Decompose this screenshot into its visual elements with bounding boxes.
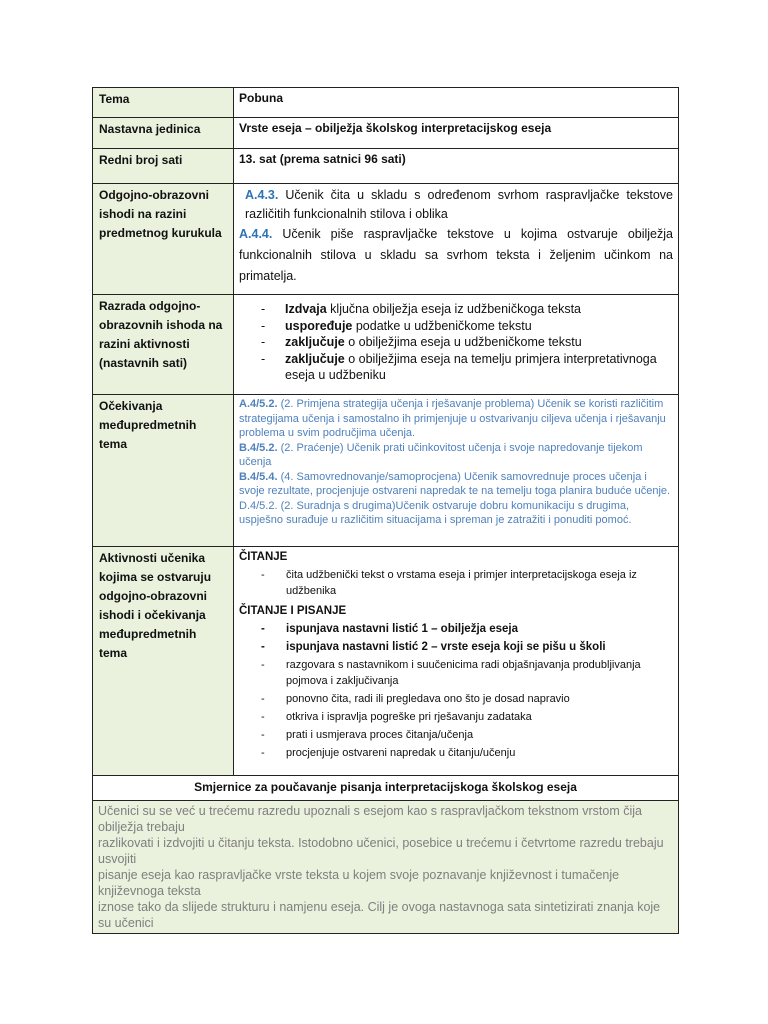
expectation-item: [239, 441, 673, 470]
expectation-item: [239, 470, 673, 499]
list-item: [285, 318, 673, 335]
list-item: - čita udžbenički tekst o vrstama eseja i primjer interpretacijskoga eseja iz udžbenika: [286, 567, 673, 599]
list-item: - razgovara s nastavnikom i suučenicima radi objašnjavanja produbljivanja pojmova i zaključivanja: [286, 657, 673, 689]
list-item: - otkriva i ispravlja pogreške pri rješavanju zadataka: [286, 709, 673, 725]
lesson-plan: [92, 87, 677, 934]
outcome-text: Učenik čita u skladu s određenom svrhom raspravljačke tekstove različitih funkcionalnih stilova i oblika: [245, 188, 673, 221]
expectation-code: B.4/5.2.: [239, 441, 278, 454]
section-title: ČITANJE: [239, 551, 288, 563]
list-item: [285, 351, 673, 384]
expectation-item: [239, 397, 673, 441]
list-item: - prati i usmjerava proces čitanja/učenja: [286, 727, 673, 743]
verb: Izdvaja: [285, 302, 327, 316]
verb: uspoređuje: [285, 318, 353, 333]
outcome-item: [239, 224, 673, 287]
expectation-text: (2. Suradnja s drugima)Učenik ostvaruje dobru komunikaciju s drugima, uspješno surađuje u različitim situacijama i spreman je zatražiti i ponuditi pomoć.: [239, 499, 632, 526]
outcome-code: A.4.4.: [239, 227, 273, 241]
row-guidelines-title: [93, 776, 679, 801]
value-sati: 13. sat (prema satnici 96 sati): [234, 149, 679, 184]
verb: zaključuje: [285, 351, 345, 366]
lesson-plan-table: [92, 87, 679, 934]
row-jedinica: [93, 118, 679, 149]
activity-list: [239, 621, 673, 761]
row-razrada: [93, 295, 679, 395]
list-item: - procjenjuje ostvareni napredak u čitanju/učenju: [286, 745, 673, 761]
guidelines-body: [93, 801, 679, 934]
value-razrada: [234, 295, 679, 395]
list-item: - ponovno čita, radi ili pregledava ono što je dosad napravio: [286, 691, 673, 707]
expectation-text: (4. Samovrednovanje/samoprocjena) Učenik samovrednuje proces učenja i svoje rezultate, procjenjuje ostvareni napredak te na temelju toga planira buduće učenje.: [239, 470, 671, 497]
outcome-text: Učenik piše raspravljačke tekstove u kojima ostvaruje obilježja funkcionalnih stilova u skladu sa svrhom teksta i željenim učinkom na primatelja.: [239, 227, 673, 283]
list-item: - ispunjava nastavni listić 1 – obilježja eseja: [286, 621, 673, 637]
list-item: - ispunjava nastavni listić 2 – vrste eseja koji se pišu u školi: [286, 639, 673, 655]
label-razrada: Razrada odgojno-obrazovnih ishoda na razini aktivnosti (nastavnih sati): [93, 295, 234, 395]
text: o obilježjima eseja na temelju primjera interpretativnoga eseja u udžbeniku: [285, 351, 657, 382]
value-ishodi: [234, 184, 679, 295]
row-guidelines-body: [93, 801, 679, 934]
row-ishodi: [93, 184, 679, 295]
verb: zaključuje: [285, 335, 345, 349]
expectation-code: D.4/5.2.: [239, 499, 278, 512]
guidelines-line: pisanje eseja kao raspravljačke vrste teksta u kojem svoje poznavanje književnost i tumačenje književnoga teksta: [98, 868, 620, 898]
guidelines-line: razlikovati i izdvojiti u čitanju teksta. Istodobno učenici, posebice u trećemu i četvrtome razredu trebaju usvojiti: [98, 836, 664, 866]
row-ocekivanja: [93, 395, 679, 547]
label-ocekivanja: Očekivanja međupredmetnih tema: [93, 395, 234, 547]
expectation-code: A.4/5.2.: [239, 398, 278, 410]
activity-list: [239, 567, 673, 599]
outcome-item: [239, 186, 673, 224]
expectation-text: (2. Primjena strategija učenja i rješavanje problema) Učenik se koristi različitim strategijama učenja i samostalno ih primjenjuje u ostvarivanju ciljeva učenja i rješavanju problema u svim područjima učenja.: [239, 398, 666, 439]
value-tema: Pobuna: [234, 88, 679, 118]
expectation-item: [239, 499, 673, 528]
section-title: ČITANJE I PISANJE: [239, 605, 347, 617]
label-jedinica: Nastavna jedinica: [93, 118, 234, 149]
row-tema: [93, 88, 679, 118]
label-aktivnosti: Aktivnosti učenika kojima se ostvaruju odgojno-obrazovni ishodi i očekivanja međupredmetnih tema: [93, 547, 234, 776]
guidelines-title: Smjernice za poučavanje pisanja interpretacijskoga školskog eseja: [93, 776, 679, 801]
outcome-code: A.4.3.: [245, 188, 279, 202]
row-aktivnosti: [93, 547, 679, 776]
guidelines-line: Učenici su se već u trećemu razredu upoznali s esejom kao s raspravljačkom tekstnom vrstom čija obilježja trebaju: [98, 804, 642, 834]
razrada-list: [239, 301, 673, 384]
text: o obilježjima eseja u udžbeničkome tekstu: [344, 335, 582, 349]
label-ishodi: Odgojno-obrazovni ishodi na razini predmetnog kurukula: [93, 184, 234, 295]
text: ključna obilježja eseja iz udžbeničkoga teksta: [326, 302, 582, 316]
label-tema: Tema: [93, 88, 234, 118]
expectation-code: B.4/5.4.: [239, 470, 278, 483]
expectation-text: (2. Praćenje) Učenik prati učinkovitost učenja i svoje napredovanje tijekom učenja: [239, 441, 643, 468]
list-item: [285, 334, 673, 351]
value-aktivnosti: [234, 547, 679, 776]
text: podatke u udžbeničkome tekstu: [352, 318, 532, 333]
value-ocekivanja: [234, 395, 679, 547]
list-item: [285, 301, 673, 318]
label-sati: Redni broj sati: [93, 149, 234, 184]
row-sati: [93, 149, 679, 184]
guidelines-line: iznose tako da slijede strukturu i namjenu eseja. Cilj je ovoga nastavnoga sata sintetizirati znanja koje su učenici: [98, 900, 661, 930]
value-jedinica: Vrste eseja – obilježja školskog interpretacijskog eseja: [234, 118, 679, 149]
